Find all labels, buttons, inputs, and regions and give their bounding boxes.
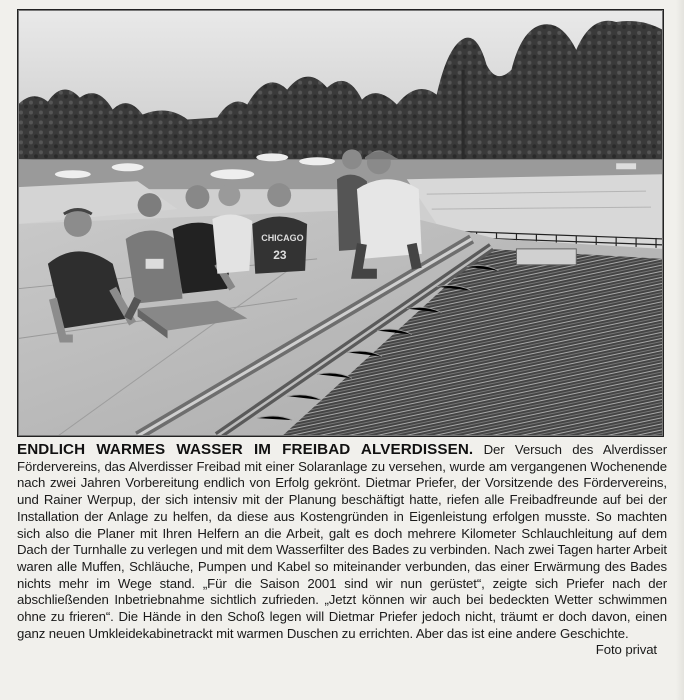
paper-edge [676,0,684,700]
jersey-number: 23 [273,247,287,262]
news-photo [17,9,664,437]
photo-credit: Foto privat [595,642,657,658]
article-body: Der Versuch des Alverdisser Fördervereins, das Alverdisser Freibad mit einer Solaranlage zu versehen, wurde am vergangenen Wochenende nach zwei Jahren Vorbereitung endlich von Erfolg gekrönt. Dietmar Priefer, der Vorsitzende des Fördervereins, und Rainer Werpup, der sich intensiv mit der Planung beschäftigt hatte, riefen alle Freibadfreunde auf bei der Installation der Anlage zu helfen, da diese aus Kostengründen in Eigenleistung erfolgen musste. So machten sich also die Planer mit Ihren Helfern an die Arbeit, galt es doch mehrere Kilometer Schlauchleitung auf dem Dach der Turnhalle zu verlegen und mit dem Wasserfilter des Bades zu verbinden. Nach zwei Tagen harter Arbeit waren alle Muffen, Schläuche, Pumpen und Kabel so miteinander verbunden, das einer Erwärmung des Bades nichts mehr im Wege stand. „Für die Saison 2001 sind wir nun gerüstet“, zeigte sich Priefer nach der abschließenden Inbetriebnahme sichtlich zufrieden. „Jetzt können wir auch bei bedeckten Wetter schwimmen ohne zu frieren“. Die Hände in den Schoß legen will Dietmar Priefer jedoch nicht, träumt er doch davon, einen ganz neuen Umkleidekabinetrackt mit warmen Duschen zu errichten. Aber das ist eine andere Geschichte. [17,442,667,641]
person [212,184,252,274]
article-text [17,442,667,659]
article-headline: ENDLICH WARMES WASSER IM FREIBAD ALVERDISSEN. [17,441,474,458]
jersey-text: CHICAGO [261,232,304,243]
photo-illustration [18,10,663,436]
person-jersey [252,183,307,274]
